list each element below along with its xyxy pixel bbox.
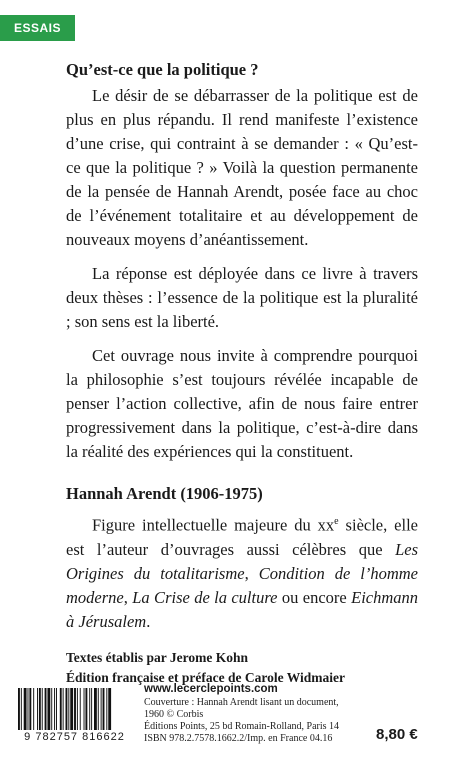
barcode-bar <box>42 688 43 730</box>
barcode-bar <box>39 688 41 730</box>
barcode-bar <box>24 688 27 730</box>
bio-sep: , <box>123 587 133 607</box>
barcode-bar <box>70 688 73 730</box>
barcode-bar <box>33 688 34 730</box>
bio-start: Figure intellectuelle majeure du <box>92 515 318 535</box>
series-label: ESSAIS <box>13 21 61 35</box>
barcode-bar <box>85 688 87 730</box>
price: 8,80 € <box>376 726 418 743</box>
blurb-paragraph-3: Cet ouvrage nous invite à comprendre pourquoi la philosophie s’est toujours révélée incapable de penser l’action collective, afin de nous faire entrer progressivement dans la politique, c’est-à-dire dans la réalité des expériences qui la constituent. <box>66 346 418 461</box>
barcode-bar <box>56 688 57 730</box>
bio-mid: siècle, elle est l’auteur d’ouvrages aussi célèbres que <box>66 515 418 559</box>
barcode-bar <box>101 688 102 730</box>
cover-credit-1: Couverture : Hannah Arendt lisant un document, <box>144 697 339 708</box>
barcode-bar <box>37 688 38 730</box>
barcode-bar <box>28 688 29 730</box>
barcode <box>12 688 137 743</box>
barcode-bar <box>108 688 111 730</box>
barcode-bar <box>45 688 47 730</box>
barcode-bar <box>63 688 64 730</box>
barcode-bar <box>84 688 85 730</box>
barcode-bar <box>47 688 50 730</box>
cover-credit-2: 1960 © Corbis <box>144 709 204 720</box>
author-bio <box>66 510 418 634</box>
work-title: Condition de l’homme moderne <box>66 563 418 607</box>
bio-sep: , <box>244 563 259 583</box>
barcode-bar <box>18 688 20 730</box>
blurb-title: Qu’est-ce que la politique ? <box>66 60 259 79</box>
credit-edition: Édition française et préface de Carole Widmaier <box>66 669 345 685</box>
barcode-bar <box>89 688 90 730</box>
barcode-bar <box>106 688 107 730</box>
isbn-line: ISBN 978.2.7578.1662.2/Imp. en France 04.16 <box>144 733 333 744</box>
bio-end: . <box>146 611 151 631</box>
barcode-bar <box>29 688 31 730</box>
barcode-bars <box>18 688 134 730</box>
work-title: Les Origines du totalitarisme <box>66 539 418 583</box>
barcode-bar <box>103 688 105 730</box>
barcode-bar <box>94 688 97 730</box>
work-title: Eichmann à Jérusalem <box>66 587 419 631</box>
barcode-bar <box>74 688 76 730</box>
publisher-address: Éditions Points, 25 bd Romain-Rolland, Paris 14 <box>144 721 340 732</box>
barcode-bar <box>91 688 92 730</box>
barcode-bar <box>54 688 55 730</box>
work-title: La Crise de la culture <box>132 587 278 607</box>
century-sup: e <box>334 516 339 527</box>
barcode-bar <box>51 688 52 730</box>
blurb-paragraph-2: La réponse est déployée dans ce livre à travers deux thèses : l’essence de la politique est la pluralité ; son sens est la liberté. <box>66 264 418 331</box>
barcode-bar <box>66 688 68 730</box>
barcode-bar <box>68 688 69 730</box>
century: xx <box>317 515 335 535</box>
blurb-paragraph-1: Le désir de se débarrasser de la politique est de plus en plus répandu. Il rend manifeste l’existence d’une crise, qui contraint à se demander : « Qu’est-ce que la politique ? » Voilà la question permanente de la pensée de Hannah Arendt, posée face au choc de l’événement totalitaire et au développement de nouveaux moyens d’anéantissement. <box>66 86 418 249</box>
barcode-bar <box>77 688 78 730</box>
author-heading: Hannah Arendt (1906-1975) <box>66 484 263 503</box>
website-link[interactable]: www.lecerclepoints.com <box>144 683 278 695</box>
series-badge <box>0 15 75 41</box>
credit-texts: Textes établis par Jerome Kohn <box>66 649 248 665</box>
barcode-bar <box>60 688 62 730</box>
publisher-info <box>144 683 374 745</box>
bio-sep: ou encore <box>277 587 352 607</box>
barcode-bar <box>98 688 99 730</box>
barcode-bar <box>21 688 22 730</box>
back-cover-text <box>66 58 418 688</box>
barcode-digits: 9 782757 816622 <box>24 731 125 743</box>
barcode-bar <box>80 688 81 730</box>
